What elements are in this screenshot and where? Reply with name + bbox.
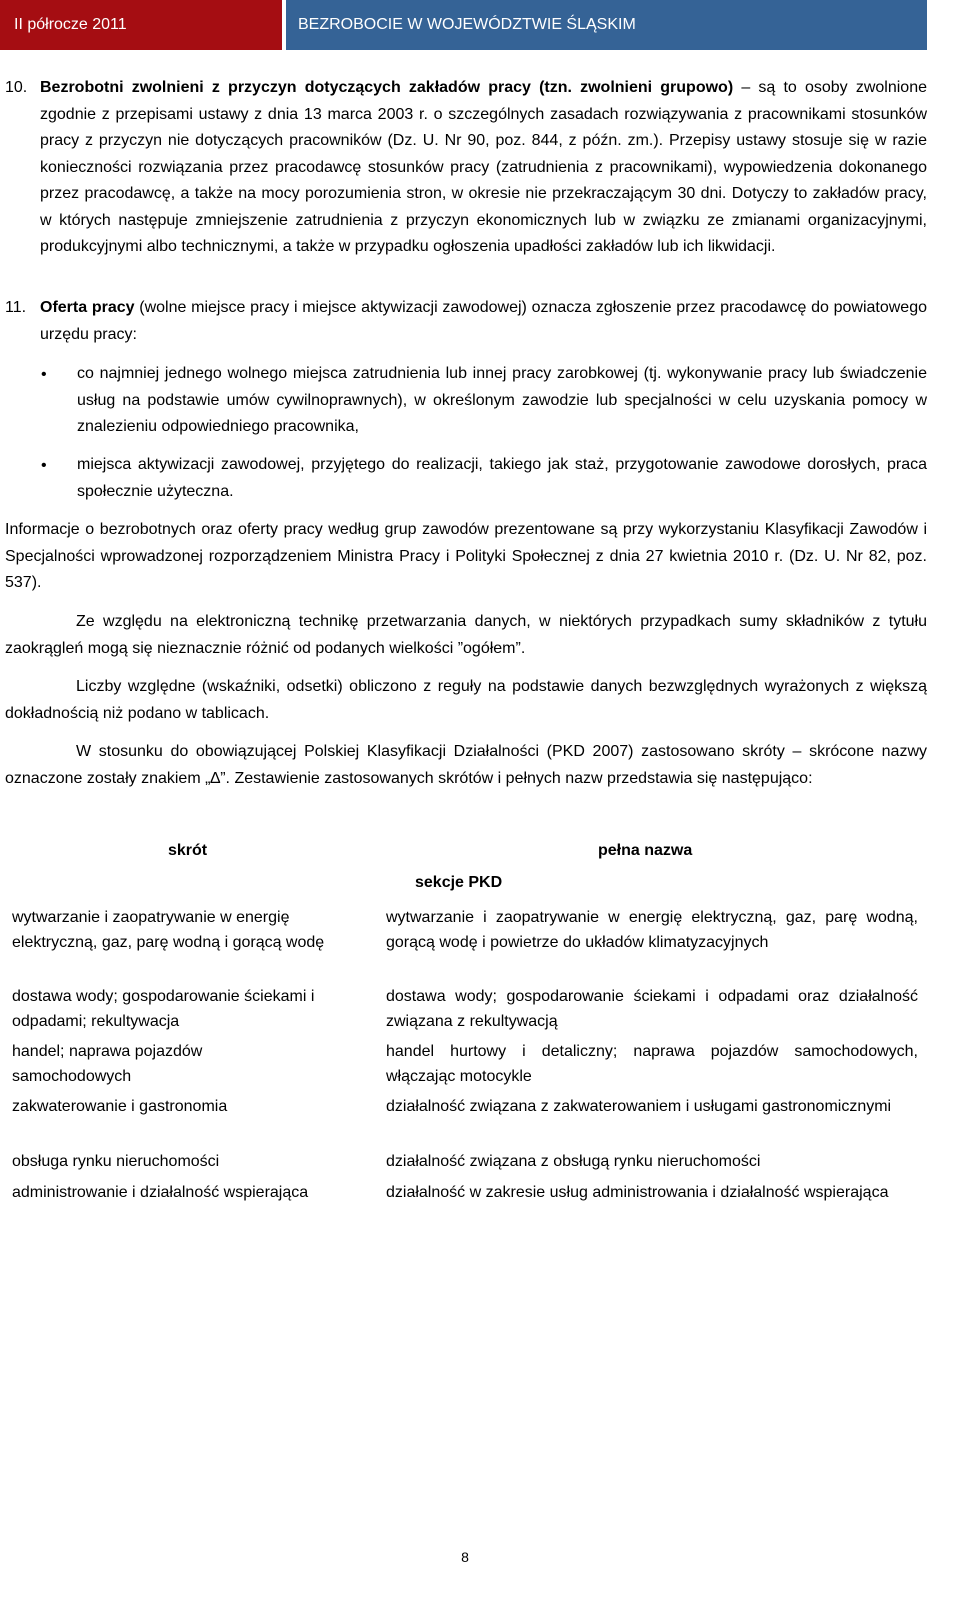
header-period: II półrocze 2011 <box>0 0 282 50</box>
paragraph-classification: Informacje o bezrobotnych oraz oferty pracy według grup zawodów prezentowane są przy wykorzystaniu Klasyfikacji Zawodów i Specjalności wprowadzonej rozporządzeniem Ministra Pracy i Polityki Społecznej z dnia 27 kwietnia 2010 r. (Dz. U. Nr 82, poz. 537). <box>5 521 927 591</box>
table-row-full: działalność związana z zakwaterowaniem i usługami gastronomicznymi <box>386 1098 892 1115</box>
page-number: 8 <box>461 1549 469 1565</box>
item-10-text <box>40 75 927 261</box>
item-11-body: (wolne miejsce pracy i miejsce aktywizacji zawodowej) oznacza zgłoszenie przez pracodawcę do powiatowego urzędu pracy: <box>40 299 927 343</box>
table-row-full: działalność w zakresie usług administrowania i działalność wspierająca <box>386 1184 889 1201</box>
page-header <box>0 0 960 50</box>
item-11-bold-lead: Oferta pracy <box>40 299 135 316</box>
item-10-number: 10. <box>5 79 28 96</box>
table-row-short: administrowanie i działalność wspierająca <box>12 1184 309 1201</box>
section-label: sekcje PKD <box>415 874 503 891</box>
table-row-full: działalność związana z obsługą rynku nieruchomości <box>386 1153 761 1170</box>
table-row-short: handel; naprawa pojazdów samochodowych <box>12 1043 203 1085</box>
bullet-icon: • <box>41 457 47 474</box>
item-11-text <box>40 295 927 348</box>
item-11-bullet-1: co najmniej jednego wolnego miejsca zatrudnienia lub innej pracy zarobkowej (tj. wykonywanie pracy lub świadczenie usług na podstawie umów cywilnoprawnych), w określonym zawodzie lub specjalności w celu uzyskania pomocy w znalezieniu odpowiedniego pracownika, <box>77 365 927 435</box>
paragraph-relative-numbers: Liczby względne (wskaźniki, odsetki) obliczono z reguły na podstawie danych bezwzględnych wyrażonych z większą dokładnością niż podano w tablicach. <box>5 678 927 722</box>
item-11-bullet-2: miejsca aktywizacji zawodowej, przyjętego do realizacji, takiego jak staż, przygotowanie zawodowe dorosłych, praca społecznie użyteczna. <box>77 456 927 500</box>
item-10-body: – są to osoby zwolnione zgodnie z przepisami ustawy z dnia 13 marca 2003 r. o szczególnych zasadach rozwiązywania z pracownikami stosunków pracy z przyczyn nie dotyczących pracowników (Dz. U. Nr 90, poz. 844, z późn. zm.). Przepisy ustawy stosuje się w razie konieczności rozwiązania przez pracodawcę stosunków pracy (zatrudnienia z pracownikami), wypowiedzenia dokonanego przez pracodawcę, a także na mocy porozumienia stron, w okresie nie przekraczającym 30 dni. Dotyczy to zakładów pracy, w których następuje zmniejszenie zatrudnienia z przyczyn ekonomicznych lub w związku ze zmianami organizacyjnymi, produkcyjnymi albo technicznymi, a także w przypadku ogłoszenia upadłości zakładów lub ich likwidacji. <box>40 79 927 255</box>
paragraph-rounding: Ze względu na elektroniczną technikę przetwarzania danych, w niektórych przypadkach sumy składników z tytułu zaokrągleń mogą się nieznacznie różnić od podanych wielkości ”ogółem”. <box>5 613 927 657</box>
bullet-icon: • <box>41 366 47 383</box>
item-11-number: 11. <box>5 299 27 316</box>
header-title: BEZROBOCIE W WOJEWÓDZTWIE ŚLĄSKIM <box>286 0 927 50</box>
table-row-short: zakwaterowanie i gastronomia <box>12 1098 228 1115</box>
table-row-short: obsługa rynku nieruchomości <box>12 1153 220 1170</box>
table-row-full: dostawa wody; gospodarowanie ściekami i odpadami oraz działalność związana z rekultywacją <box>386 988 918 1030</box>
table-row-full: wytwarzanie i zaopatrywanie w energię elektryczną, gaz, parę wodną, gorącą wodę i powietrze do układów klimatyzacyjnych <box>386 909 918 951</box>
table-row-short: wytwarzanie i zaopatrywanie w energię elektryczną, gaz, parę wodną i gorącą wodę <box>12 909 325 951</box>
item-10-bold-lead: Bezrobotni zwolnieni z przyczyn dotyczących zakładów pracy (tzn. zwolnieni grupowo) <box>40 79 734 96</box>
table-row-short: dostawa wody; gospodarowanie ściekami i odpadami; rekultywacja <box>12 988 315 1030</box>
column-header-short: skrót <box>168 842 208 859</box>
column-header-full: pełna nazwa <box>598 842 693 859</box>
table-row-full: handel hurtowy i detaliczny; naprawa pojazdów samochodowych, włączając motocykle <box>386 1043 918 1085</box>
paragraph-pkd: W stosunku do obowiązującej Polskiej Klasyfikacji Działalności (PKD 2007) zastosowano skróty – skrócone nazwy oznaczone zostały znakiem „∆”. Zestawienie zastosowanych skrótów i pełnych nazw przedstawia się następująco: <box>5 743 927 787</box>
